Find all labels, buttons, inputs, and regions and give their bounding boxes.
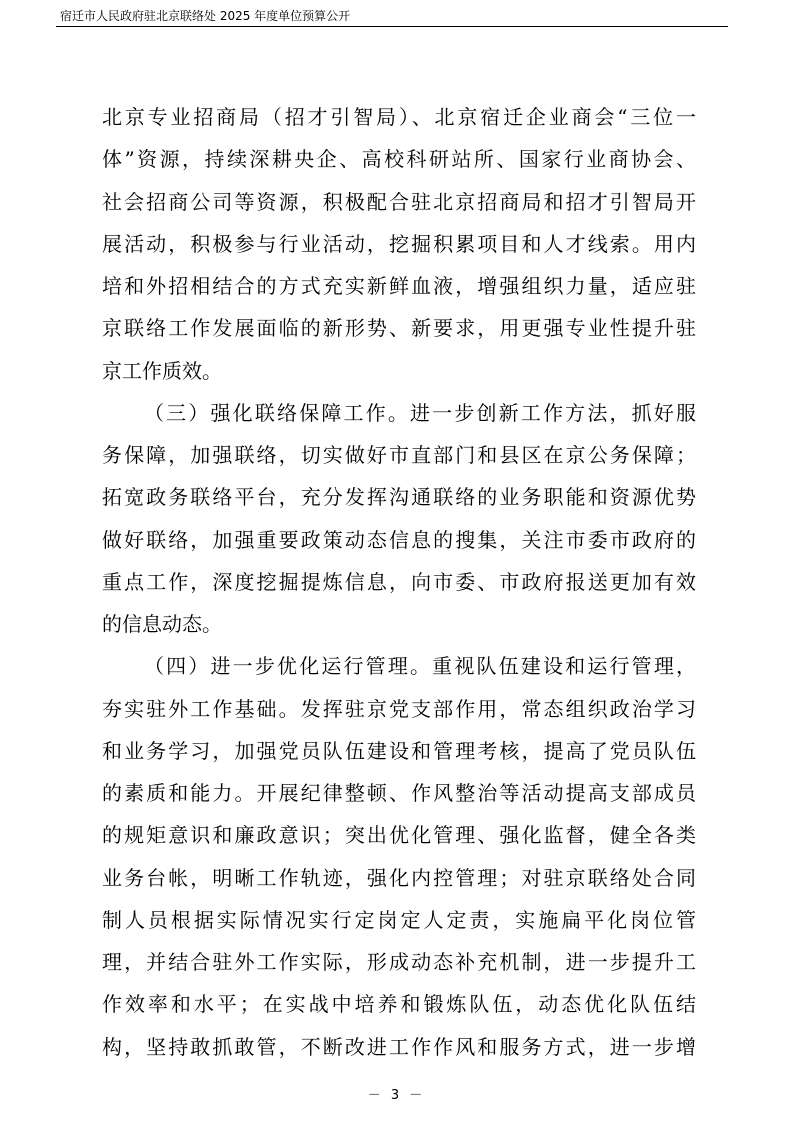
text-line: 做好联络，加强重要政策动态信息的搜集，关注市委市政府的 bbox=[102, 527, 696, 552]
header-divider bbox=[56, 26, 728, 27]
page-number: － 3 － bbox=[367, 1088, 426, 1103]
text-line: 的素质和能力。开展纪律整顿、作风整治等活动提高支部成员 bbox=[102, 781, 696, 805]
text-line: 培和外招相结合的方式充实新鲜血液，增强组织力量，适应驻 bbox=[102, 274, 696, 298]
text-line: 拓宽政务联络平台，充分发挥沟通联络的业务职能和资源优势 bbox=[102, 485, 696, 510]
paragraph-2 bbox=[102, 392, 696, 646]
page-header-title: 宿迁市人民政府驻北京联络处 2025 年度单位预算公开 bbox=[60, 9, 351, 23]
text-line: 京工作质效。 bbox=[102, 358, 222, 383]
text-line: 和业务学习，加强党员队伍建设和管理考核，提高了党员队伍 bbox=[102, 738, 696, 763]
paragraph-3 bbox=[102, 645, 696, 1068]
text-line: 京联络工作发展面临的新形势、新要求，用更强专业性提升驻 bbox=[102, 316, 696, 341]
text-line: 构，坚持敢抓敢管，不断改进工作作风和服务方式，进一步增 bbox=[102, 1034, 696, 1059]
text-line: 夯实驻外工作基础。发挥驻京党支部作用，常态组织政治学习 bbox=[102, 696, 696, 721]
text-line: 北京专业招商局（招才引智局）、北京宿迁企业商会“三位一 bbox=[102, 105, 696, 129]
paragraph-1 bbox=[102, 96, 696, 392]
text-line: 理，并结合驻外工作实际，形成动态补充机制，进一步提升工 bbox=[102, 950, 696, 974]
document-body bbox=[102, 96, 696, 1068]
text-line: 业务台帐，明晰工作轨迹，强化内控管理；对驻京联络处合同 bbox=[102, 865, 696, 890]
text-line: 的信息动态。 bbox=[102, 612, 222, 636]
text-line: 作效率和水平；在实战中培养和锻炼队伍，动态优化队伍结 bbox=[102, 992, 696, 1017]
text-line: （四）进一步优化运行管理。重视队伍建设和运行管理， bbox=[144, 654, 696, 679]
text-line: 务保障，加强联络，切实做好市直部门和县区在京公务保障； bbox=[102, 443, 696, 467]
text-line: 制人员根据实际情况实行定岗定人定责，实施扁平化岗位管 bbox=[102, 907, 696, 932]
text-line: 展活动，积极参与行业活动，挖掘积累项目和人才线索。用内 bbox=[102, 231, 696, 256]
text-line: 社会招商公司等资源，积极配合驻北京招商局和招才引智局开 bbox=[102, 189, 696, 214]
text-line: 的规矩意识和廉政意识；突出优化管理、强化监督，健全各类 bbox=[102, 823, 696, 848]
text-line: 体”资源，持续深耕央企、高校科研站所、国家行业商协会、 bbox=[102, 147, 696, 172]
text-line: （三）强化联络保障工作。进一步创新工作方法，抓好服 bbox=[144, 400, 696, 425]
text-line: 重点工作，深度挖掘提炼信息，向市委、市政府报送更加有效 bbox=[102, 569, 696, 594]
